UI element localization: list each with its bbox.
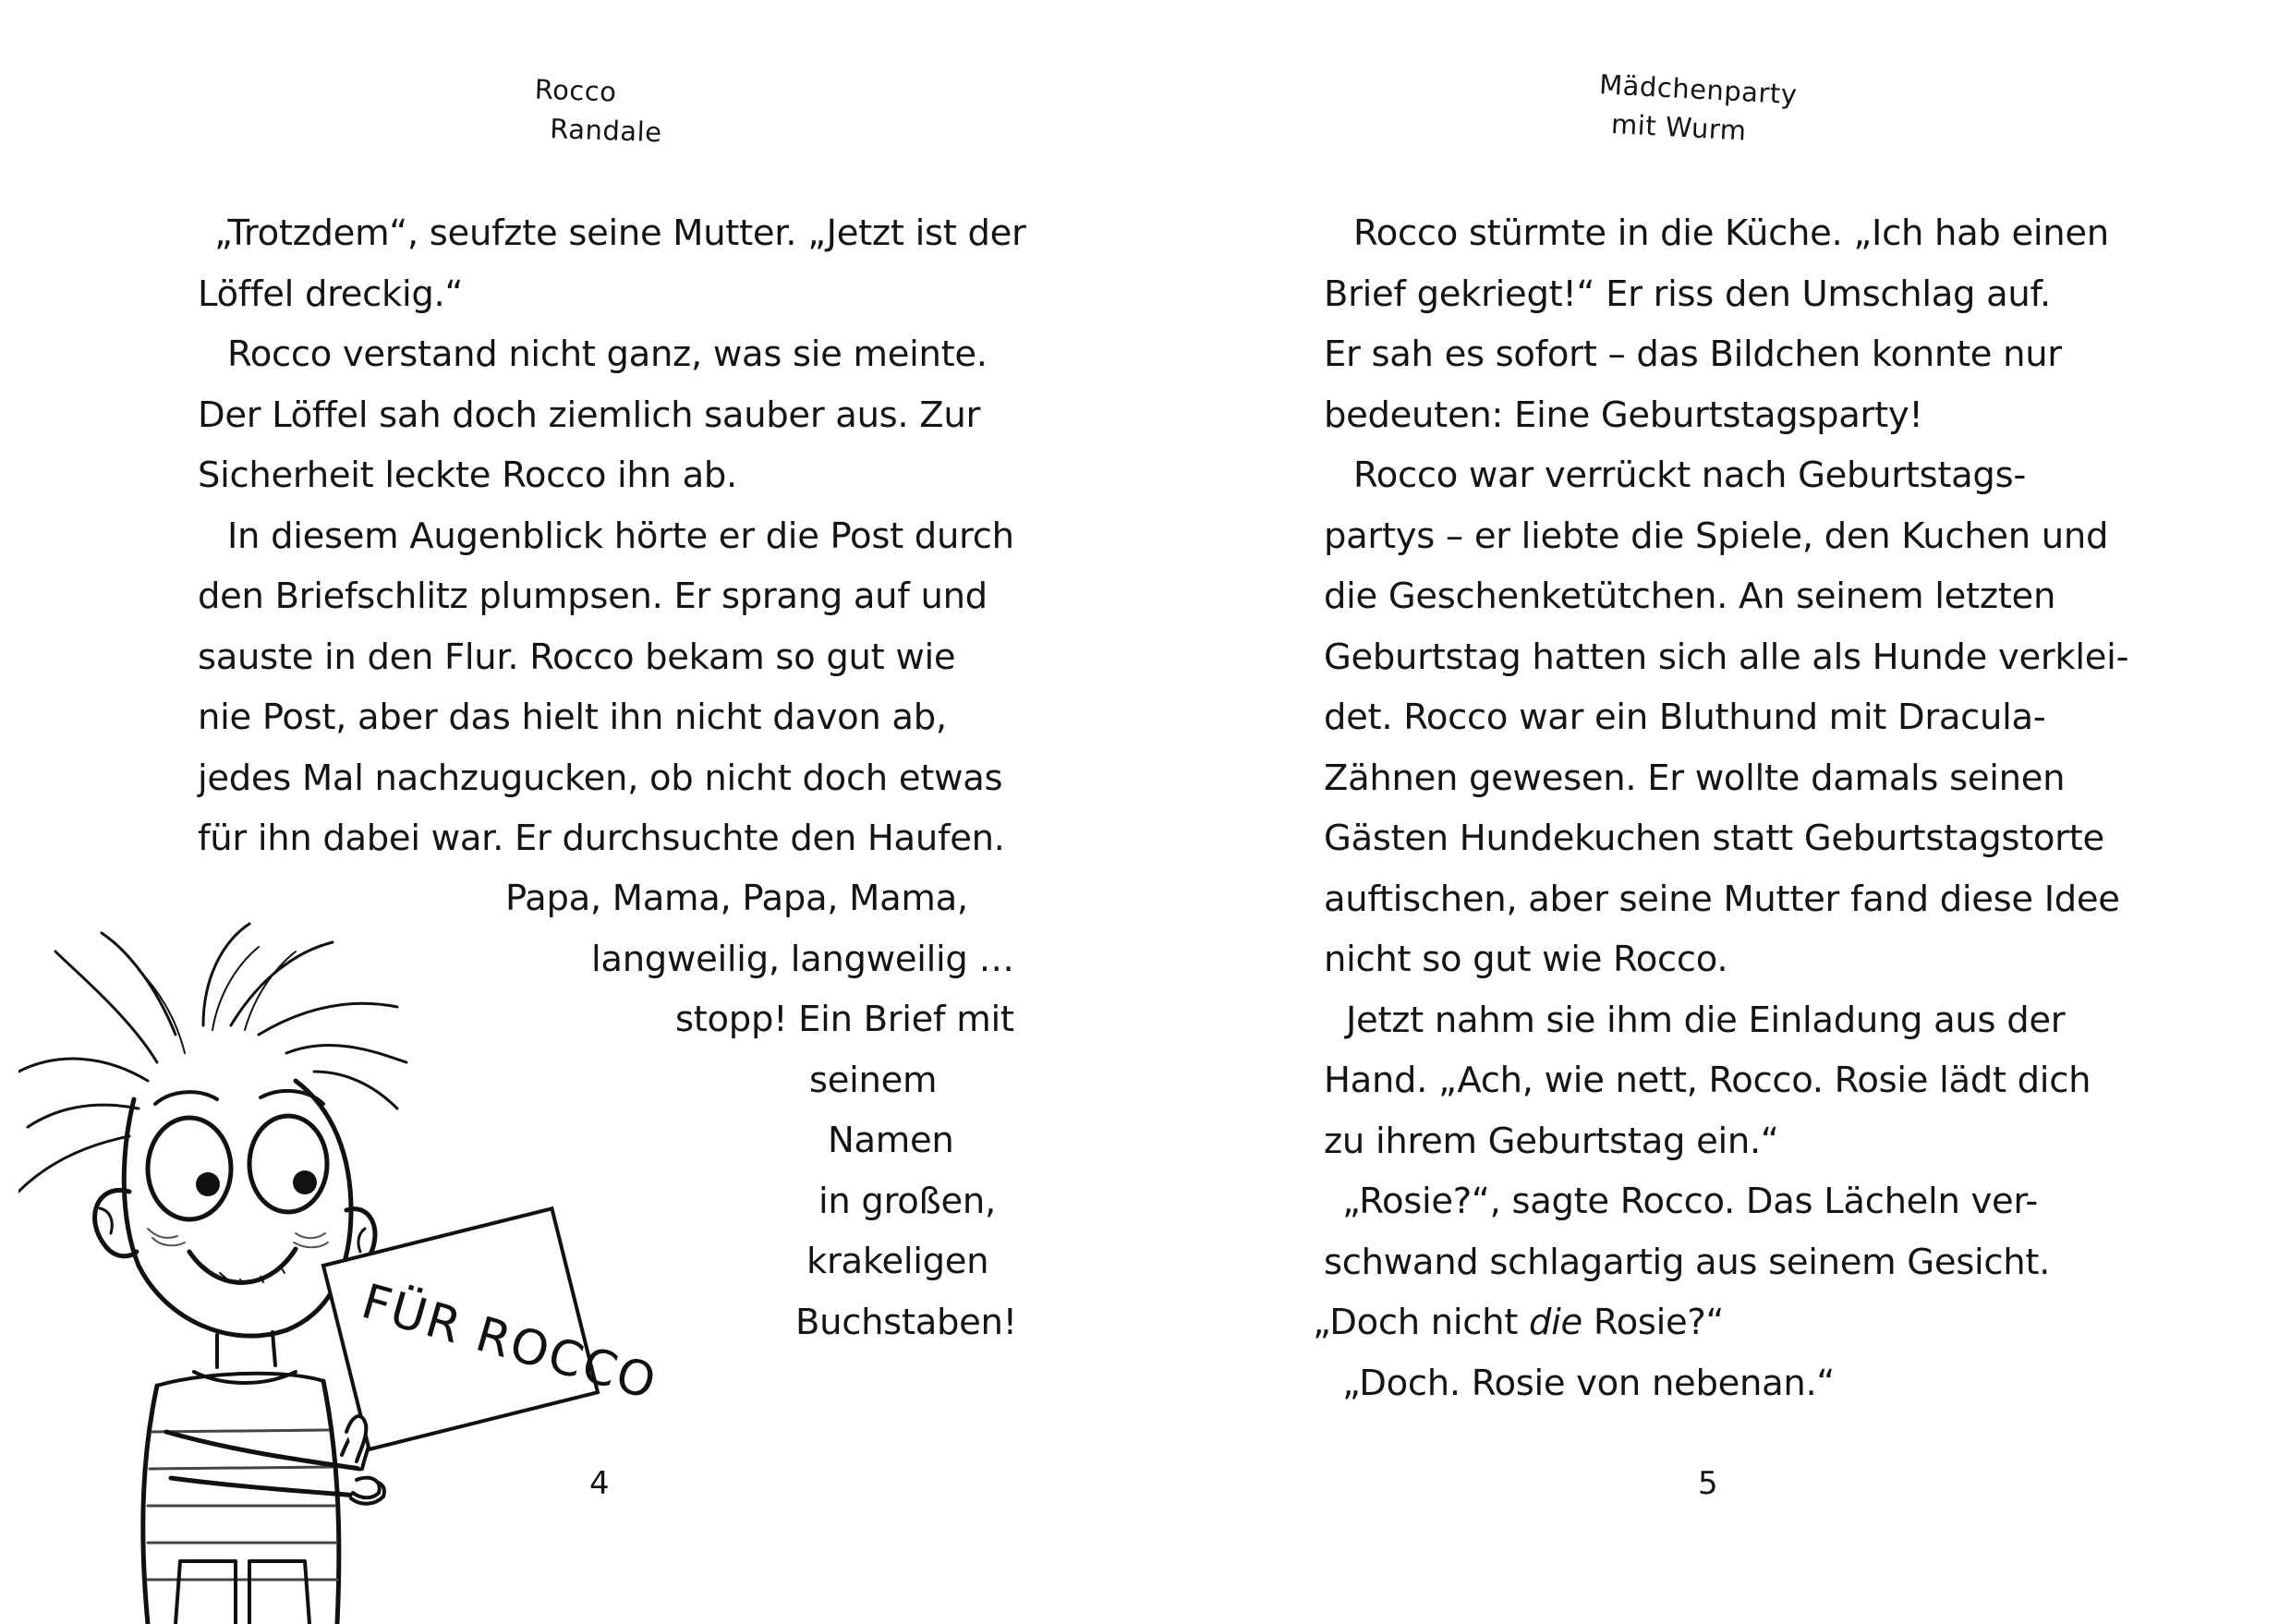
text-line: bedeuten: Eine Geburtstagsparty! — [1324, 394, 1923, 436]
text-segment: „Doch nicht — [1313, 1302, 1529, 1343]
text-line: schwand schlagartig aus seinem Gesicht. — [1324, 1241, 2051, 1283]
text-line: langweilig, langweilig … — [591, 938, 1014, 980]
letter-text: FÜR ROCCO — [355, 1274, 663, 1412]
text-line: In diesem Augenblick hörte er die Post durch — [227, 515, 1014, 557]
running-head-right — [1596, 67, 1840, 153]
text-line: den Briefschlitz plumpsen. Er sprang auf und — [198, 576, 988, 617]
text-line: sauste in den Flur. Rocco bekam so gut wie — [198, 636, 956, 678]
right-page — [1146, 0, 2291, 1624]
text-line: Jetzt nahm sie ihm die Einladung aus der — [1346, 999, 2066, 1041]
text-line: „Doch. Rosie von nebenan.“ — [1342, 1362, 1836, 1404]
text-line: Rocco stürmte in die Küche. „Ich hab einen — [1353, 212, 2109, 254]
text-line: stopp! Ein Brief mit — [675, 999, 1014, 1040]
text-line: „Rosie?“, sagte Rocco. Das Lächeln ver- — [1342, 1181, 2039, 1222]
text-line: Brief gekriegt!“ Er riss den Umschlag auf. — [1324, 273, 2051, 315]
page-number-right: 5 — [1698, 1465, 1718, 1502]
text-line: Namen — [828, 1120, 954, 1161]
running-head-line: Rocco — [534, 73, 618, 108]
text-line: zu ihrem Geburtstag ein.“ — [1324, 1120, 1779, 1162]
text-line: Geburtstag hatten sich alle als Hunde verklei- — [1324, 636, 2129, 678]
text-line: Rocco verstand nicht ganz, was sie meinte. — [227, 333, 988, 375]
text-line: Zähnen gewesen. Er wollte damals seinen — [1324, 757, 2066, 799]
text-line: seinem — [809, 1059, 938, 1101]
text-line: Hand. „Ach, wie nett, Rocco. Rosie lädt dich — [1324, 1060, 2091, 1101]
body-text-left — [198, 203, 1029, 869]
text-line: auftischen, aber seine Mutter fand diese Idee — [1324, 878, 2120, 920]
text-line: det. Rocco war ein Bluthund mit Dracula- — [1324, 697, 2046, 738]
text-line — [1313, 1292, 2229, 1353]
text-line: nicht so gut wie Rocco. — [1324, 939, 1728, 980]
rocco-illustration — [18, 915, 748, 1624]
text-line: krakeligen — [806, 1241, 989, 1282]
running-head-line: mit Wurm — [1610, 107, 1748, 147]
text-line: Rocco war verrückt nach Geburtstags- — [1353, 454, 2026, 496]
text-line: in großen, — [818, 1180, 996, 1222]
text-line: Sicherheit leckte Rocco ihn ab. — [198, 454, 737, 496]
text-line: Löffel dreckig.“ — [198, 273, 464, 315]
text-segment: Rosie?“ — [1582, 1302, 1725, 1343]
text-line: „Trotzdem“, seufzte seine Mutter. „Jetzt ist der — [214, 212, 1026, 254]
text-line: Gästen Hundekuchen statt Geburtstagstorte — [1324, 818, 2104, 859]
text-line: Papa, Mama, Papa, Mama, — [505, 878, 968, 919]
text-line: Er sah es sofort – das Bildchen konnte nur — [1324, 333, 2062, 375]
page-number-left: 4 — [589, 1465, 610, 1502]
text-line: Der Löffel sah doch ziemlich sauber aus. Zur — [198, 394, 981, 436]
text-line: für ihn dabei war. Er durchsuchte den Haufen. — [198, 818, 1005, 859]
running-head-left — [533, 73, 721, 153]
text-line: partys – er liebte die Spiele, den Kuchen und — [1324, 515, 2109, 557]
text-line: die Geschenketütchen. An seinem letzten — [1324, 576, 2056, 617]
body-text-right — [1313, 203, 2229, 1413]
running-head-line: Randale — [549, 113, 663, 149]
text-line: Buchstaben! — [795, 1301, 1017, 1343]
running-head-line: Mädchenparty — [1598, 68, 1799, 111]
text-line: jedes Mal nachzugucken, ob nicht doch etwas — [198, 757, 1003, 799]
text-line: nie Post, aber das hielt ihn nicht davon ab, — [198, 697, 947, 738]
emphasis-text: die — [1528, 1302, 1582, 1343]
